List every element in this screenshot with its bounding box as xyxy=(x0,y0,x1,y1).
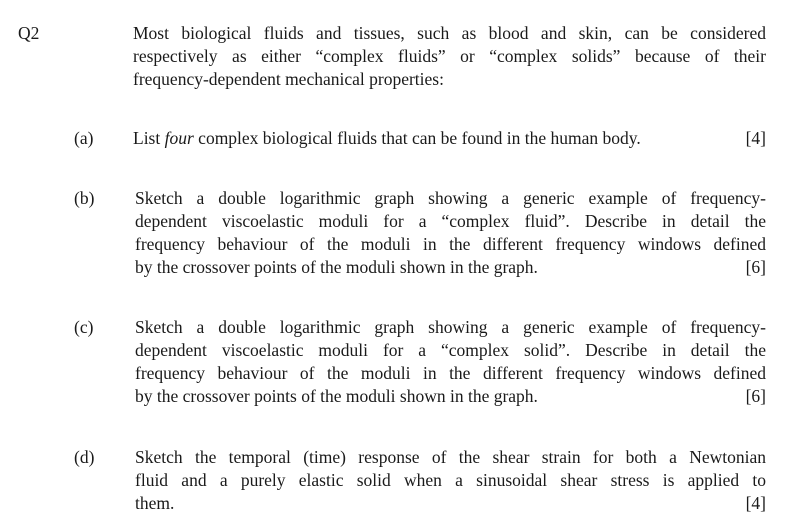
part-d-text xyxy=(135,446,766,515)
part-b-line: by the crossover points of the moduli shown in the graph. xyxy=(135,257,538,277)
part-a-text-end: complex biological fluids that can be found in the human body. xyxy=(193,128,641,148)
question-intro xyxy=(133,22,766,91)
part-b-marks: [6] xyxy=(745,257,766,277)
intro-line: frequency-dependent mechanical properties: xyxy=(133,69,444,89)
question-number: Q2 xyxy=(18,23,40,43)
part-a-label: (a) xyxy=(74,128,94,148)
part-b-text xyxy=(135,187,766,279)
part-a-marks: [4] xyxy=(745,128,766,148)
part-c-label: (c) xyxy=(74,317,94,337)
part-b-line: frequency behaviour of the moduli in the different frequency windows defined xyxy=(135,234,766,254)
part-c-line: Sketch a double logarithmic graph showing a generic example of frequency- xyxy=(135,317,766,337)
part-c-line: by the crossover points of the moduli shown in the graph. xyxy=(135,386,538,406)
part-b-line: Sketch a double logarithmic graph showing a generic example of frequency- xyxy=(135,188,766,208)
part-a-emphasis: four xyxy=(164,128,194,148)
part-d-marks: [4] xyxy=(745,493,766,513)
part-c-line: dependent viscoelastic moduli for a “complex solid”. Describe in detail the xyxy=(135,340,766,360)
intro-line: respectively as either “complex fluids” or “complex solids” because of their xyxy=(133,46,766,66)
part-c-line: frequency behaviour of the moduli in the different frequency windows defined xyxy=(135,363,766,383)
part-a-question xyxy=(133,127,641,150)
part-c-marks: [6] xyxy=(745,386,766,406)
part-d-label: (d) xyxy=(74,447,95,467)
part-c-text xyxy=(135,316,766,408)
part-a-text xyxy=(133,127,766,150)
part-d-line: fluid and a purely elastic solid when a sinusoidal shear stress is applied to xyxy=(135,470,766,490)
part-b-label: (b) xyxy=(74,188,95,208)
part-d-line: Sketch the temporal (time) response of the shear strain for both a Newtonian xyxy=(135,447,766,467)
part-a-text-start: List xyxy=(133,128,165,148)
part-b-line: dependent viscoelastic moduli for a “complex fluid”. Describe in detail the xyxy=(135,211,766,231)
intro-line: Most biological fluids and tissues, such as blood and skin, can be considered xyxy=(133,23,766,43)
part-d-line: them. xyxy=(135,493,175,513)
